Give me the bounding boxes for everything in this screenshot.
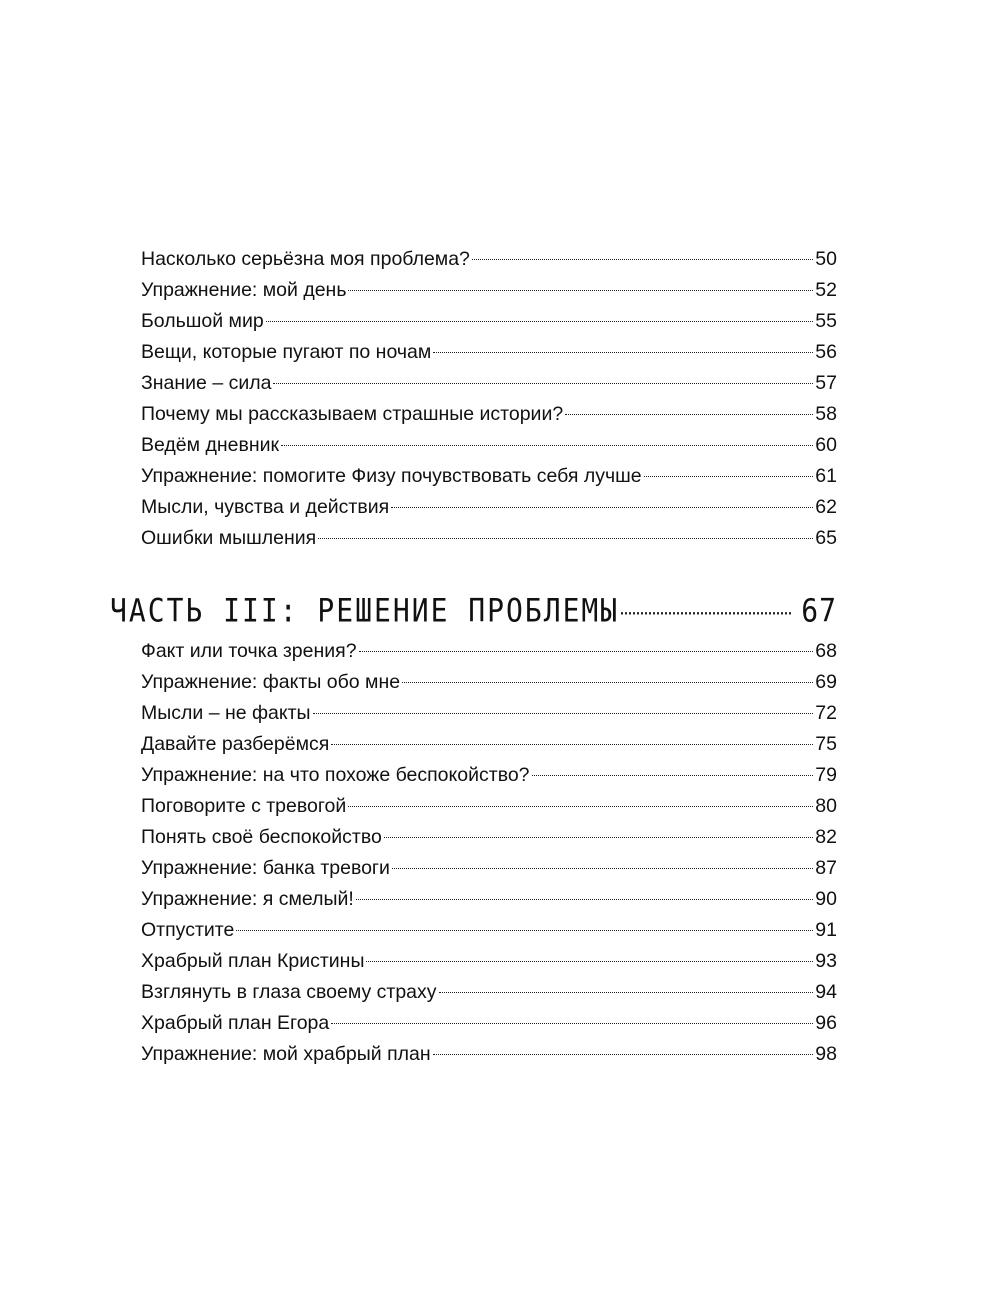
part-heading-leader-dots (621, 612, 791, 614)
toc-entry-title: Упражнение: факты обо мне (141, 671, 401, 693)
toc-entry-page: 79 (815, 764, 837, 786)
toc-leader-dots (384, 837, 813, 838)
toc-entry-page: 60 (815, 434, 837, 456)
toc-entry-title: Упражнение: я смелый! (141, 888, 354, 910)
toc-entry-page: 87 (815, 857, 837, 879)
toc-entry-title: Мысли – не факты (141, 702, 311, 724)
toc-entry-title: Знание – сила (141, 372, 272, 394)
toc-entry (141, 430, 837, 461)
toc-entry-title: Ошибки мышления (141, 527, 317, 549)
toc-entry (141, 337, 837, 368)
toc-entry-title: Храбрый план Егора (141, 1012, 330, 1034)
toc-entry (141, 306, 837, 337)
toc-entry (141, 368, 837, 399)
toc-entry-page: 50 (815, 248, 837, 270)
toc-entry-page: 62 (815, 496, 837, 518)
part-heading-page: 67 (801, 591, 837, 630)
toc-entry-page: 68 (815, 640, 837, 662)
toc-entry (141, 492, 837, 523)
toc-entry (141, 244, 837, 275)
toc-leader-dots (331, 1023, 813, 1024)
toc-entry (141, 853, 837, 884)
toc-leader-dots (313, 713, 814, 714)
toc-entry (141, 523, 837, 554)
toc-entry (141, 636, 837, 667)
toc-entry-title: Упражнение: мой храбрый план (141, 1043, 431, 1065)
toc-section-continued (141, 244, 837, 554)
toc-entry-page: 96 (815, 1012, 837, 1034)
toc-entry-page: 65 (815, 527, 837, 549)
toc-leader-dots (392, 868, 813, 869)
toc-entry (141, 275, 837, 306)
toc-entry (141, 915, 837, 946)
toc-entry-page: 55 (815, 310, 837, 332)
toc-entry-page: 75 (815, 733, 837, 755)
toc-entry-title: Почему мы рассказываем страшные истории? (141, 403, 564, 425)
toc-leader-dots (439, 992, 814, 993)
toc-leader-dots (532, 775, 814, 776)
toc-entry-title: Поговорите с тревогой (141, 795, 347, 817)
toc-entry-title: Факт или точка зрения? (141, 640, 357, 662)
toc-entry-title: Ведём дневник (141, 434, 280, 456)
toc-entry-page: 58 (815, 403, 837, 425)
toc-leader-dots (565, 414, 813, 415)
toc-leader-dots (356, 899, 814, 900)
toc-entry (141, 667, 837, 698)
toc-entry (141, 760, 837, 791)
toc-entry-page: 57 (815, 372, 837, 394)
toc-leader-dots (644, 476, 814, 477)
toc-leader-dots (472, 259, 813, 260)
toc-entry-page: 72 (815, 702, 837, 724)
toc-leader-dots (359, 651, 814, 652)
toc-entry (141, 1039, 837, 1070)
toc-entry-title: Храбрый план Кристины (141, 950, 365, 972)
toc-leader-dots (266, 321, 814, 322)
toc-entry (141, 822, 837, 853)
toc-leader-dots (402, 682, 813, 683)
toc-entry-title: Упражнение: мой день (141, 279, 347, 301)
toc-entry-page: 61 (815, 465, 837, 487)
toc-entry-title: Отпустите (141, 919, 235, 941)
toc-entry-title: Давайте разберёмся (141, 733, 330, 755)
toc-entry-title: Большой мир (141, 310, 264, 332)
toc-entry-page: 94 (815, 981, 837, 1003)
toc-entry (141, 791, 837, 822)
toc-entry-page: 52 (815, 279, 837, 301)
toc-entry-title: Упражнение: на что похоже беспокойство? (141, 764, 530, 786)
toc-leader-dots (236, 930, 813, 931)
toc-entry-title: Мысли, чувства и действия (141, 496, 390, 518)
toc-leader-dots (331, 744, 813, 745)
part-heading (110, 588, 837, 634)
toc-leader-dots (318, 538, 813, 539)
toc-entry-page: 69 (815, 671, 837, 693)
toc-entry (141, 1008, 837, 1039)
toc-leader-dots (273, 383, 813, 384)
toc-section-part3 (141, 636, 837, 1070)
toc-entry (141, 946, 837, 977)
toc-entry-page: 91 (815, 919, 837, 941)
toc-entry (141, 884, 837, 915)
toc-entry-title: Упражнение: банка тревоги (141, 857, 390, 879)
toc-entry (141, 977, 837, 1008)
toc-entry (141, 399, 837, 430)
toc-leader-dots (366, 961, 813, 962)
toc-leader-dots (348, 806, 813, 807)
part-heading-title: ЧАСТЬ III: РЕШЕНИЕ ПРОБЛЕМЫ (110, 591, 620, 630)
toc-entry (141, 729, 837, 760)
toc-entry (141, 698, 837, 729)
toc-entry-page: 90 (815, 888, 837, 910)
toc-entry-page: 98 (815, 1043, 837, 1065)
toc-entry-page: 82 (815, 826, 837, 848)
toc-leader-dots (433, 1054, 814, 1055)
toc-leader-dots (391, 507, 813, 508)
toc-entry-title: Вещи, которые пугают по ночам (141, 341, 432, 363)
toc-entry-page: 80 (815, 795, 837, 817)
toc-leader-dots (348, 290, 813, 291)
toc-entry-title: Взглянуть в глаза своему страху (141, 981, 437, 1003)
toc-entry-title: Понять своё беспокойство (141, 826, 382, 848)
toc-entry-page: 93 (815, 950, 837, 972)
toc-leader-dots (281, 445, 813, 446)
toc-leader-dots (433, 352, 813, 353)
toc-entry (141, 461, 837, 492)
toc-entry-title: Насколько серьёзна моя проблема? (141, 248, 470, 270)
toc-entry-page: 56 (815, 341, 837, 363)
toc-entry-title: Упражнение: помогите Физу почувствовать себя лучше (141, 465, 642, 487)
